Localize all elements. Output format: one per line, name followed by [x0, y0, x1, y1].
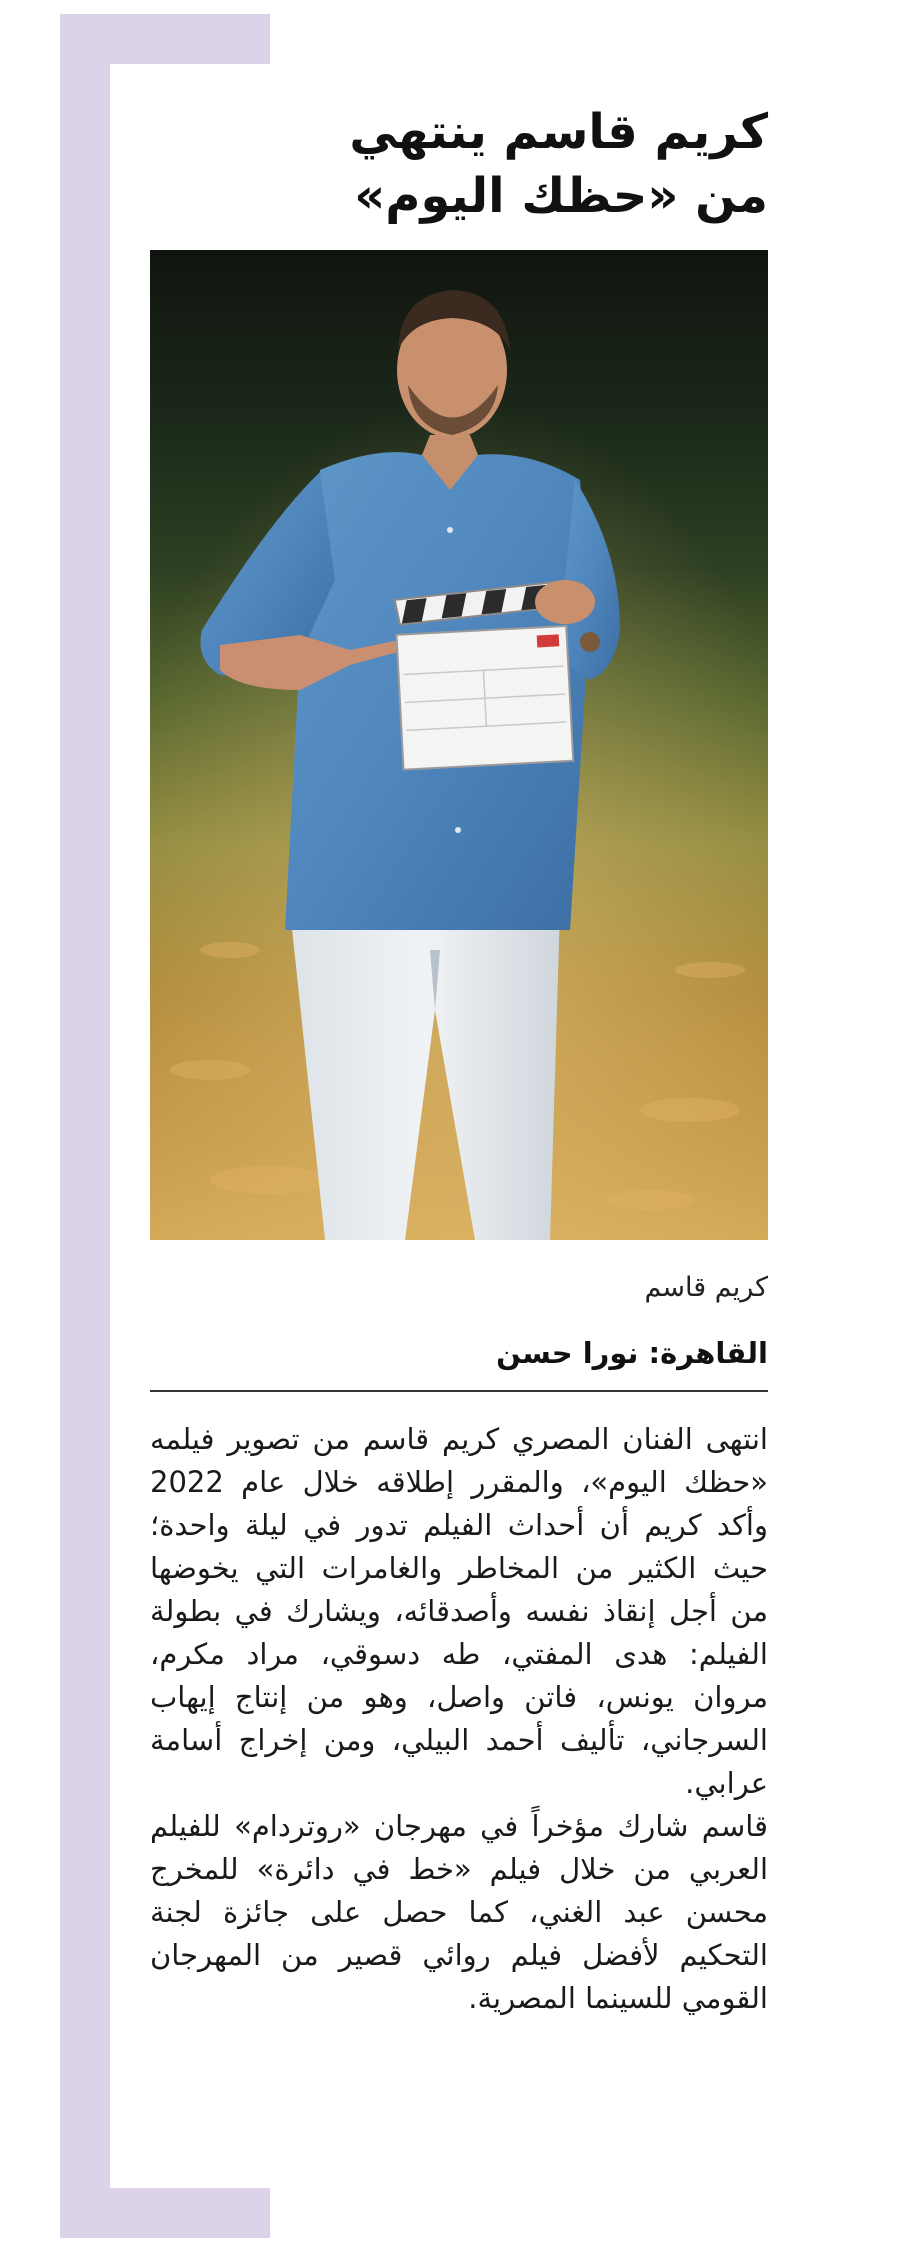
- divider-rule: [150, 1390, 768, 1392]
- body-paragraph-2: قاسم شارك مؤخراً في مهرجان «روتردام» للفيلم العربي من خلال فيلم «خط في دائرة» للمخرج محسن عبد الغني، كما حصل على جائزة لجنة التحكيم لأفضل فيلم روائي قصير من المهرجان القومي للسينما المصرية.: [150, 1809, 768, 2015]
- article-photo: [150, 250, 768, 1240]
- body-paragraph-1: انتهى الفنان المصري كريم قاسم من تصوير فيلمه «حظك اليوم»، والمقرر إطلاقه خلال عام 2022 وأكد كريم أن أحداث الفيلم تدور في ليلة واحدة؛ حيث الكثير من المخاطر والغامرات التي يخوضها من أجل إنقاذ نفسه وأصدقائه، ويشارك في بطولة الفيلم: هدى المفتي، طه دسوقي، مراد مكرم، مروان يونس، فاتن واصل، وهو من إنتاج إيهاب السرجاني، تأليف أحمد البيلي، ومن إخراج أسامة عرابي.: [150, 1422, 768, 1800]
- article-byline: القاهرة: نورا حسن: [496, 1336, 768, 1370]
- headline-line-2: من «حظك اليوم»: [354, 168, 768, 224]
- decorative-frame-left: [60, 14, 110, 2238]
- news-article: [150, 100, 768, 2020]
- article-headline: [150, 100, 768, 228]
- decorative-frame-top: [60, 14, 270, 64]
- photo-caption: كريم قاسم: [644, 1272, 768, 1303]
- headline-line-1: كريم قاسم ينتهي: [349, 104, 768, 160]
- decorative-frame-bottom: [60, 2188, 270, 2238]
- article-body: [150, 1418, 768, 2020]
